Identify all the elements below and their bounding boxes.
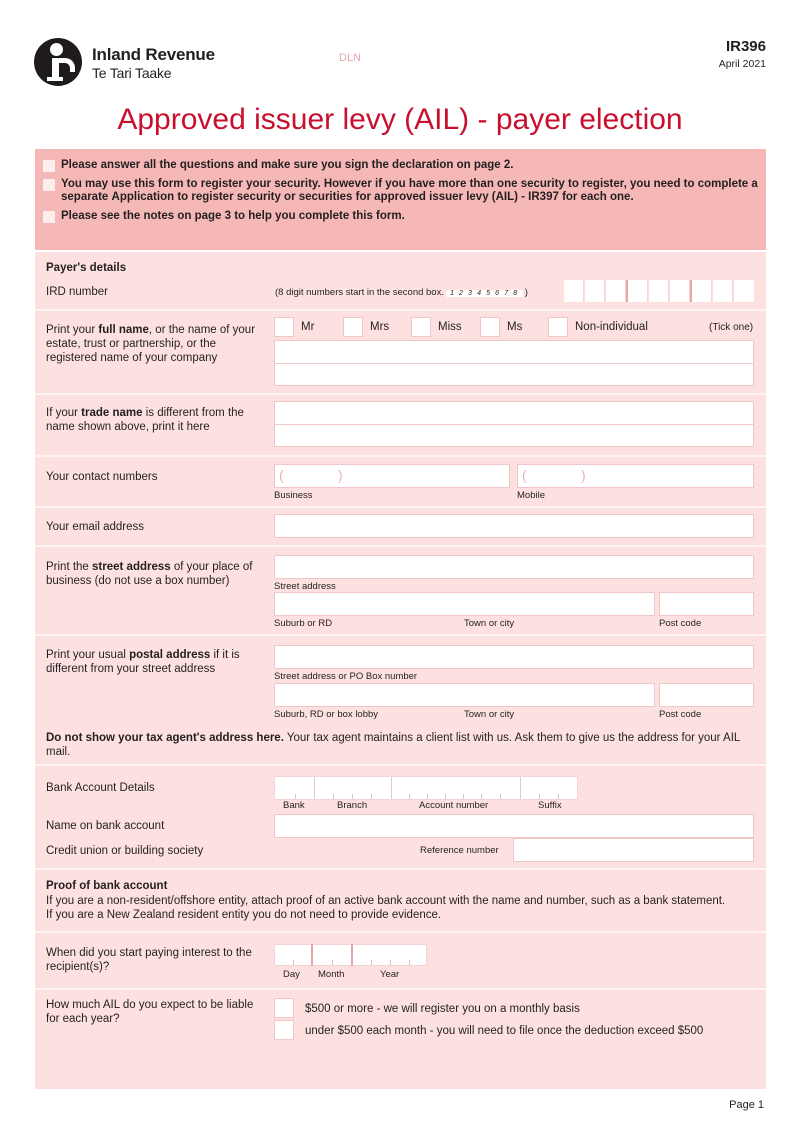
tick-one-hint: (Tick one) — [709, 322, 754, 333]
postal-suburb-town-input[interactable] — [274, 683, 655, 707]
brand-subtitle: Te Tari Taake — [92, 65, 172, 81]
divider — [35, 309, 766, 311]
dln-label: DLN — [339, 52, 362, 64]
ird-number-hint: (8 digit numbers start in the second box. 1 2 3 4 5 6 7 8 ) — [275, 287, 528, 298]
mobile-phone-input[interactable] — [517, 464, 754, 488]
ird-digit-box[interactable] — [692, 280, 712, 302]
divider — [35, 634, 766, 636]
title-mr-label: Mr — [301, 321, 315, 333]
ird-digit-box[interactable] — [713, 280, 733, 302]
account-number-caption: Account number — [419, 800, 489, 811]
liability-500-or-more-checkbox[interactable] — [274, 998, 294, 1018]
area-code-close-paren: ) — [581, 467, 586, 483]
ird-digit-box[interactable] — [564, 280, 584, 302]
liability-under-500-checkbox[interactable] — [274, 1020, 294, 1040]
divider — [35, 455, 766, 457]
title-miss-checkbox[interactable] — [411, 317, 431, 337]
postal-street-input[interactable] — [274, 645, 754, 669]
divider — [35, 868, 766, 870]
full-name-label: Print your full name, or the name of your estate, trust or partnership, or the registered name of your company — [46, 324, 256, 364]
divider — [35, 545, 766, 547]
mobile-phone-caption: Mobile — [517, 490, 545, 501]
ir-logo-icon — [34, 38, 82, 86]
notice-item: Please see the notes on page 3 to help you complete this form. — [43, 210, 766, 224]
business-phone-input[interactable] — [274, 464, 510, 488]
month-caption: Month — [318, 969, 345, 980]
email-address-input[interactable] — [274, 514, 754, 538]
reference-number-label: Reference number — [420, 845, 499, 856]
title-miss-label: Miss — [438, 321, 462, 333]
ail-liability-label: How much AIL do you expect to be liable for each year? — [46, 999, 254, 1025]
area-code-close-paren: ) — [338, 467, 343, 483]
trade-name-line-1-input[interactable] — [274, 401, 754, 425]
postal-town-caption: Town or city — [464, 709, 515, 720]
title-mrs-label: Mrs — [370, 321, 390, 333]
bank-caption: Bank — [283, 800, 305, 811]
title-mr-checkbox[interactable] — [274, 317, 294, 337]
ird-number-label: IRD number — [46, 286, 108, 298]
notice-item: You may use this form to register your security. However if you have more than one security to register, you need to complete a separate Application to register security or securities for approved issuer levy (AIL) - IR397 for each one. — [43, 178, 766, 205]
postal-suburb-caption: Suburb, RD or box lobby — [274, 709, 379, 720]
bullet-square-icon — [43, 211, 55, 223]
street-address-input[interactable] — [274, 555, 754, 579]
brand-name: Inland Revenue — [92, 45, 215, 64]
tax-agent-note: Do not show your tax agent's address here. Your tax agent maintains a client list with us. Ask them to give us the address for your AIL mail. — [46, 732, 740, 758]
ird-digit-box[interactable] — [585, 280, 605, 302]
full-name-line-2-input[interactable] — [274, 363, 754, 386]
suffix-caption: Suffix — [538, 800, 562, 811]
title-non-individual-checkbox[interactable] — [548, 317, 568, 337]
title-ms-label: Ms — [507, 321, 523, 333]
bank-account-name-label: Name on bank account — [46, 820, 165, 832]
year-caption: Year — [380, 969, 400, 980]
trade-name-line-2-input[interactable] — [274, 424, 754, 447]
notice-item: Please answer all the questions and make sure you sign the declaration on page 2. — [43, 159, 766, 173]
ird-digit-box[interactable] — [628, 280, 648, 302]
liability-under-500-label: under $500 each month - you will need to file once the deduction exceed $500 — [305, 1025, 704, 1037]
bullet-square-icon — [43, 179, 55, 191]
divider — [35, 393, 766, 395]
area-code-open-paren: ( — [279, 467, 284, 483]
trade-name-label: If your trade name is different from the name shown above, print it here — [46, 407, 244, 433]
bank-account-name-input[interactable] — [274, 814, 754, 838]
instructions-notice — [35, 149, 766, 250]
divider — [35, 506, 766, 508]
ird-digit-box[interactable] — [606, 280, 626, 302]
contact-numbers-label: Your contact numbers — [46, 471, 158, 483]
proof-line-2: If you are a New Zealand resident entity you do not need to provide evidence. — [46, 909, 442, 921]
street-address-label: Print the street address of your place of business (do not use a box number) — [46, 561, 253, 587]
branch-caption: Branch — [337, 800, 368, 811]
title-non-individual-label: Non-individual — [575, 321, 648, 333]
town-caption: Town or city — [464, 618, 515, 629]
postal-postcode-input[interactable] — [659, 683, 754, 707]
credit-union-label: Credit union or building society — [46, 845, 204, 857]
form-date: April 2021 — [718, 58, 766, 70]
reference-number-input[interactable] — [513, 838, 754, 862]
page-number: Page 1 — [729, 1099, 764, 1111]
title-ms-checkbox[interactable] — [480, 317, 500, 337]
postal-postcode-caption: Post code — [659, 709, 702, 720]
divider — [35, 764, 766, 766]
ird-digit-box[interactable] — [734, 280, 754, 302]
postal-address-label: Print your usual postal address if it is different from your street address — [46, 649, 240, 675]
postal-street-caption: Street address or PO Box number — [274, 671, 418, 682]
proof-of-bank-account-title: Proof of bank account — [46, 880, 168, 892]
area-code-open-paren: ( — [522, 467, 527, 483]
email-address-label: Your email address — [46, 521, 145, 533]
street-postcode-input[interactable] — [659, 592, 754, 616]
interest-start-date-label: When did you start paying interest to the recipient(s)? — [46, 947, 252, 973]
title-mrs-checkbox[interactable] — [343, 317, 363, 337]
bullet-square-icon — [43, 160, 55, 172]
day-caption: Day — [283, 969, 300, 980]
proof-line-1: If you are a non-resident/offshore entity, attach proof of an active bank account with the name and number, such as a bank statement. — [46, 895, 726, 907]
liability-500-or-more-label: $500 or more - we will register you on a monthly basis — [305, 1003, 580, 1015]
ird-digit-box[interactable] — [649, 280, 669, 302]
form-code: IR396 — [725, 38, 766, 55]
bank-account-number-input[interactable] — [274, 776, 578, 800]
suburb-town-input[interactable] — [274, 592, 655, 616]
business-phone-caption: Business — [274, 490, 313, 501]
ird-digit-box[interactable] — [670, 280, 690, 302]
divider — [35, 931, 766, 933]
street-address-caption: Street address — [274, 581, 336, 592]
suburb-caption: Suburb or RD — [274, 618, 333, 629]
postcode-caption: Post code — [659, 618, 702, 629]
full-name-line-1-input[interactable] — [274, 340, 754, 364]
divider — [35, 988, 766, 990]
bank-account-label: Bank Account Details — [46, 782, 155, 794]
ir397-form-reference: Application to register security or securities for approved issuer levy (AIL) - IR397 — [111, 191, 559, 203]
section-title-payer-details: Payer's details — [46, 262, 127, 274]
page-title: Approved issuer levy (AIL) - payer election — [117, 103, 683, 136]
